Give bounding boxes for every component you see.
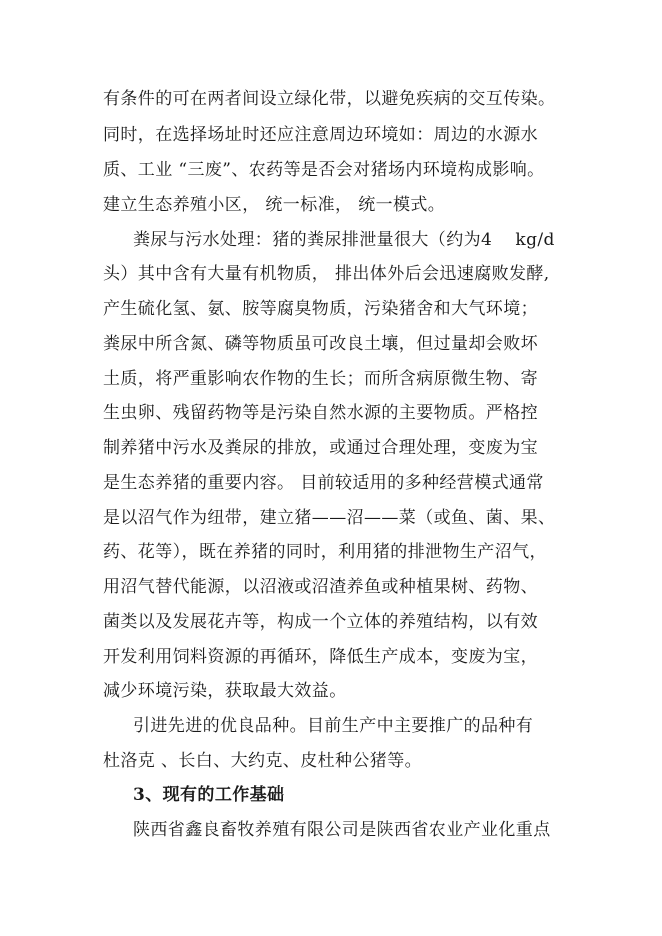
text-line: 粪尿中所含氮、磷等物质虽可改良土壤，但过量却会败坏: [103, 334, 538, 354]
text-line: 建立生态养殖小区， 统一标准， 统一模式。: [103, 195, 446, 215]
text-line: 开发利用饲料资源的再循环，降低生产成本，变废为宝，: [103, 647, 538, 667]
text-line: 头）其中含有大量有机物质， 排出体外后会迅速腐败发酵,: [103, 264, 550, 284]
text-line: 药、花等），既在养猪的同时，利用猪的排泄物生产沼气，: [103, 542, 547, 562]
text-line: 是以沼气作为纽带，建立猪——沼——菜（或鱼、菌、果、: [103, 508, 556, 528]
paragraph-start-line: 陕西省鑫良畜牧养殖有限公司是陕西省农业产业化重点: [133, 820, 551, 840]
text-line: 土质，将严重影响农作物的生长；而所含病原微生物、寄: [103, 369, 538, 389]
text-line: 用沼气替代能源，以沼液或沼渣养鱼或种植果树、药物、: [103, 577, 538, 597]
text-line: 产生硫化氢、氨、胺等腐臭物质，污染猪舍和大气环境；: [103, 299, 538, 319]
text-line: 质、工业 “三废”、农药等是否会对猪场内环境构成影响。: [103, 160, 545, 180]
paragraph-start-line: 粪尿与污水处理：猪的粪尿排泄量很大（约为4 kg/d: [133, 230, 555, 250]
text-line: 杜洛克 、长白、大约克、皮杜种公猪等。: [103, 751, 423, 771]
text-line: 菌类以及发展花卉等，构成一个立体的养殖结构，以有效: [103, 612, 538, 632]
text-line: 生虫卵、残留药物等是污染自然水源的主要物质。严格控: [103, 403, 538, 423]
text-line: 是生态养猪的重要内容。 目前较适用的多种经营模式通常: [103, 473, 544, 493]
text-line: 同时，在选择场址时还应注意周边环境如：周边的水源水: [103, 125, 538, 145]
paragraph-start-line: 引进先进的优良品种。目前生产中主要推广的品种有: [133, 716, 534, 736]
text-line: 有条件的可在两者间设立绿化带，以避免疾病的交互传染。: [103, 89, 556, 109]
section-heading: 3、现有的工作基础: [133, 785, 285, 805]
text-line: 减少环境污染，获取最大效益。: [103, 681, 347, 701]
text-line: 制养猪中污水及粪尿的排放，或通过合理处理，变废为宝: [103, 438, 538, 458]
